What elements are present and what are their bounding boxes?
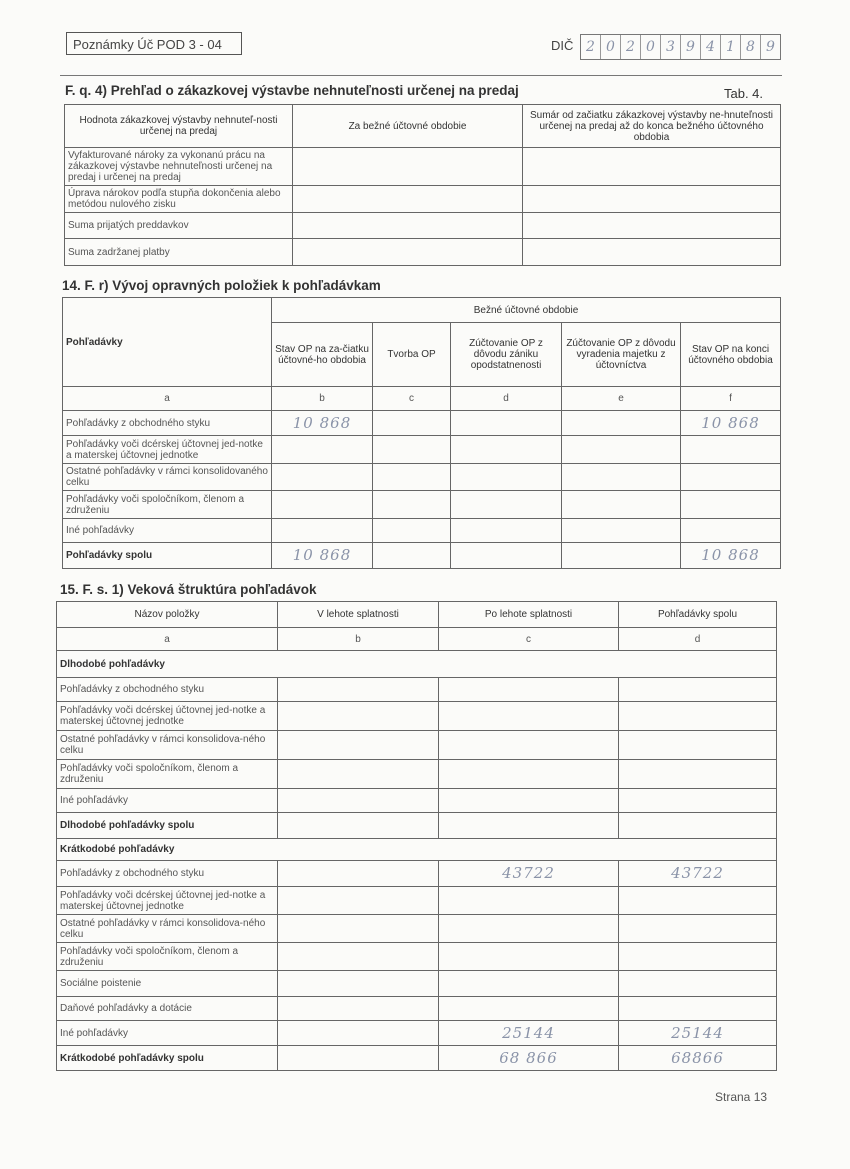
table-row bbox=[57, 760, 777, 789]
table15-title: 15. F. s. 1) Veková štruktúra pohľadávok bbox=[60, 582, 317, 597]
dic-label: DIČ bbox=[551, 38, 574, 53]
col-letter: c bbox=[373, 387, 451, 411]
row-label: Iné pohľadávky bbox=[57, 1021, 278, 1046]
table-row bbox=[57, 702, 777, 731]
row-label: Ostatné pohľadávky v rámci konsolidova-ného celku bbox=[57, 731, 278, 760]
dic-digit: 4 bbox=[701, 35, 721, 59]
value-b bbox=[278, 702, 439, 731]
value-d: 25144 bbox=[619, 1021, 777, 1046]
col-header: Stav OP na za-čiatku účtovné-ho obdobia bbox=[272, 323, 373, 387]
value-d bbox=[619, 813, 777, 839]
section-heading: Krátkodobé pohľadávky bbox=[57, 839, 777, 861]
value-b bbox=[278, 813, 439, 839]
row-label: Pohľadávky z obchodného styku bbox=[57, 678, 278, 702]
dic-digit: 0 bbox=[641, 35, 661, 59]
row-label: Pohľadávky voči spoločníkom, členom a združeniu bbox=[57, 760, 278, 789]
value-c bbox=[439, 731, 619, 760]
value-f bbox=[681, 519, 781, 543]
value-d bbox=[619, 678, 777, 702]
table4 bbox=[64, 104, 781, 266]
value-b bbox=[278, 760, 439, 789]
table-row bbox=[57, 789, 777, 813]
value-b bbox=[278, 1046, 439, 1071]
value-d bbox=[619, 887, 777, 915]
value-b bbox=[278, 943, 439, 971]
table-row bbox=[57, 861, 777, 887]
table-row bbox=[57, 731, 777, 760]
row-label: Pohľadávky z obchodného styku bbox=[63, 411, 272, 436]
dic-digit: 9 bbox=[766, 39, 775, 55]
col-letter: d bbox=[451, 387, 562, 411]
value-b bbox=[278, 997, 439, 1021]
value-f: 10 868 bbox=[681, 543, 781, 569]
dic-digit: 0 bbox=[601, 35, 621, 59]
table4-header: Za bežné účtovné obdobie bbox=[293, 105, 523, 148]
value-d bbox=[619, 789, 777, 813]
table-row bbox=[63, 519, 781, 543]
value-c bbox=[439, 997, 619, 1021]
col-letter: f bbox=[681, 387, 781, 411]
value-b: 10 868 bbox=[272, 543, 373, 569]
value-b bbox=[272, 464, 373, 491]
value-c bbox=[439, 760, 619, 789]
group-header: Bežné účtovné obdobie bbox=[272, 298, 781, 323]
value-b bbox=[272, 436, 373, 464]
col-header: Zúčtovanie OP z dôvodu zániku opodstatnenosti bbox=[451, 323, 562, 387]
table-row bbox=[57, 997, 777, 1021]
value-f: 10 868 bbox=[681, 411, 781, 436]
value-c bbox=[439, 789, 619, 813]
dic-digit: 8 bbox=[741, 35, 761, 59]
table-row bbox=[57, 1021, 777, 1046]
value-d: 68866 bbox=[619, 1046, 777, 1071]
row-label: Pohľadávky voči dcérskej účtovnej jed-notke a materskej účtovnej jednotke bbox=[57, 702, 278, 731]
cell bbox=[293, 213, 523, 239]
row-label: Pohľadávky voči dcérskej účtovnej jed-notke a materskej účtovnej jednotke bbox=[57, 887, 278, 915]
form-label: Poznámky Úč POD 3 - 04 bbox=[66, 32, 242, 55]
col-letter: b bbox=[278, 628, 439, 651]
value-f bbox=[681, 436, 781, 464]
value-b bbox=[278, 678, 439, 702]
row-label: Iné pohľadávky bbox=[63, 519, 272, 543]
value-b: 10 868 bbox=[272, 411, 373, 436]
value-b bbox=[278, 971, 439, 997]
cell bbox=[293, 239, 523, 266]
table4-title: F. q. 4) Prehľad o zákazkovej výstavbe nehnuteľnosti určenej na predaj bbox=[65, 83, 519, 98]
col-header: Zúčtovanie OP z dôvodu vyradenia majetku z účtovníctva bbox=[562, 323, 681, 387]
row-header: Pohľadávky bbox=[63, 298, 272, 387]
value-b bbox=[278, 789, 439, 813]
value-d: 43722 bbox=[619, 861, 777, 887]
table4-row-label: Úprava nárokov podľa stupňa dokončenia alebo metódou nulového zisku bbox=[65, 186, 293, 213]
divider bbox=[60, 75, 782, 76]
table-row bbox=[63, 436, 781, 464]
section-heading: Dlhodobé pohľadávky bbox=[57, 651, 777, 678]
table-row bbox=[63, 491, 781, 519]
value-d bbox=[619, 971, 777, 997]
value-d bbox=[619, 760, 777, 789]
value-d bbox=[619, 731, 777, 760]
value-c bbox=[439, 887, 619, 915]
value-c bbox=[439, 678, 619, 702]
value-c: 68 866 bbox=[439, 1046, 619, 1071]
cell bbox=[293, 148, 523, 186]
table4-header: Sumár od začiatku zákazkovej výstavby ne-hnuteľnosti určenej na predaj až do konca bežného účtovného obdobia bbox=[523, 105, 781, 148]
row-label: Pohľadávky spolu bbox=[63, 543, 272, 569]
value-b bbox=[278, 731, 439, 760]
value-f bbox=[681, 491, 781, 519]
tab-label: Tab. 4. bbox=[724, 86, 764, 101]
value-c bbox=[439, 915, 619, 943]
row-label: Ostatné pohľadávky v rámci konsolidova-ného celku bbox=[57, 915, 278, 943]
col-letter: e bbox=[562, 387, 681, 411]
value-c: 43722 bbox=[439, 861, 619, 887]
col-header: Tvorba OP bbox=[373, 323, 451, 387]
col-header: Po lehote splatnosti bbox=[439, 602, 619, 628]
row-label: Pohľadávky voči spoločníkom, členom a združeniu bbox=[63, 491, 272, 519]
table15 bbox=[56, 601, 777, 1071]
cell bbox=[293, 186, 523, 213]
cell bbox=[523, 186, 781, 213]
value-d bbox=[619, 997, 777, 1021]
value-d bbox=[619, 702, 777, 731]
value-c bbox=[439, 943, 619, 971]
dic-digit: 9 bbox=[681, 35, 701, 59]
row-label: Krátkodobé pohľadávky spolu bbox=[57, 1046, 278, 1071]
row-label: Daňové pohľadávky a dotácie bbox=[57, 997, 278, 1021]
col-letter: b bbox=[272, 387, 373, 411]
table-row bbox=[57, 971, 777, 997]
cell bbox=[523, 239, 781, 266]
row-label: Pohľadávky z obchodného styku bbox=[57, 861, 278, 887]
table4-header: Hodnota zákazkovej výstavby nehnuteľ-nosti určenej na predaj bbox=[65, 105, 293, 148]
table-row bbox=[57, 1046, 777, 1071]
value-f bbox=[681, 464, 781, 491]
table4-row-label: Suma zadržanej platby bbox=[65, 239, 293, 266]
value-b bbox=[272, 519, 373, 543]
dic-digit: 3 bbox=[661, 35, 681, 59]
value-c: 25144 bbox=[439, 1021, 619, 1046]
table-row bbox=[57, 678, 777, 702]
row-label: Pohľadávky voči spoločníkom, členom a združeniu bbox=[57, 943, 278, 971]
table-row bbox=[63, 543, 781, 569]
value-d bbox=[619, 943, 777, 971]
dic-digit: 2 bbox=[581, 35, 601, 59]
table14 bbox=[62, 297, 781, 569]
value-d bbox=[619, 915, 777, 943]
table4-row-label: Vyfakturované nároky za vykonanú prácu na zákazkovej výstavbe nehnuteľnosti určenej na predaj i určenej na predaj bbox=[65, 148, 293, 186]
row-label: Ostatné pohľadávky v rámci konsolidovaného celku bbox=[63, 464, 272, 491]
table14-title: 14. F. r) Vývoj opravných položiek k pohľadávkam bbox=[62, 278, 381, 293]
value-b bbox=[272, 491, 373, 519]
row-label: Iné pohľadávky bbox=[57, 789, 278, 813]
value-c bbox=[439, 813, 619, 839]
col-header: Názov položky bbox=[57, 602, 278, 628]
dic-digit: 1 bbox=[721, 35, 741, 59]
dic-field bbox=[580, 34, 781, 60]
page-number: Strana 13 bbox=[715, 1090, 768, 1104]
table-row bbox=[57, 915, 777, 943]
col-letter: c bbox=[439, 628, 619, 651]
dic-digit: 2 bbox=[621, 35, 641, 59]
value-c bbox=[439, 971, 619, 997]
table-row bbox=[63, 464, 781, 491]
row-label: Sociálne poistenie bbox=[57, 971, 278, 997]
col-header: Pohľadávky spolu bbox=[619, 602, 777, 628]
value-b bbox=[278, 915, 439, 943]
table-row bbox=[57, 887, 777, 915]
col-letter: a bbox=[57, 628, 278, 651]
table-row bbox=[63, 411, 781, 436]
table-row bbox=[57, 943, 777, 971]
value-b bbox=[278, 861, 439, 887]
col-header: V lehote splatnosti bbox=[278, 602, 439, 628]
table-row bbox=[57, 813, 777, 839]
cell bbox=[523, 213, 781, 239]
value-b bbox=[278, 1021, 439, 1046]
cell bbox=[523, 148, 781, 186]
row-label: Pohľadávky voči dcérskej účtovnej jed-notke a materskej účtovnej jednotke bbox=[63, 436, 272, 464]
value-c bbox=[439, 702, 619, 731]
col-header: Stav OP na konci účtovného obdobia bbox=[681, 323, 781, 387]
row-label: Dlhodobé pohľadávky spolu bbox=[57, 813, 278, 839]
table4-row-label: Suma prijatých preddavkov bbox=[65, 213, 293, 239]
col-letter: d bbox=[619, 628, 777, 651]
col-letter: a bbox=[63, 387, 272, 411]
value-b bbox=[278, 887, 439, 915]
